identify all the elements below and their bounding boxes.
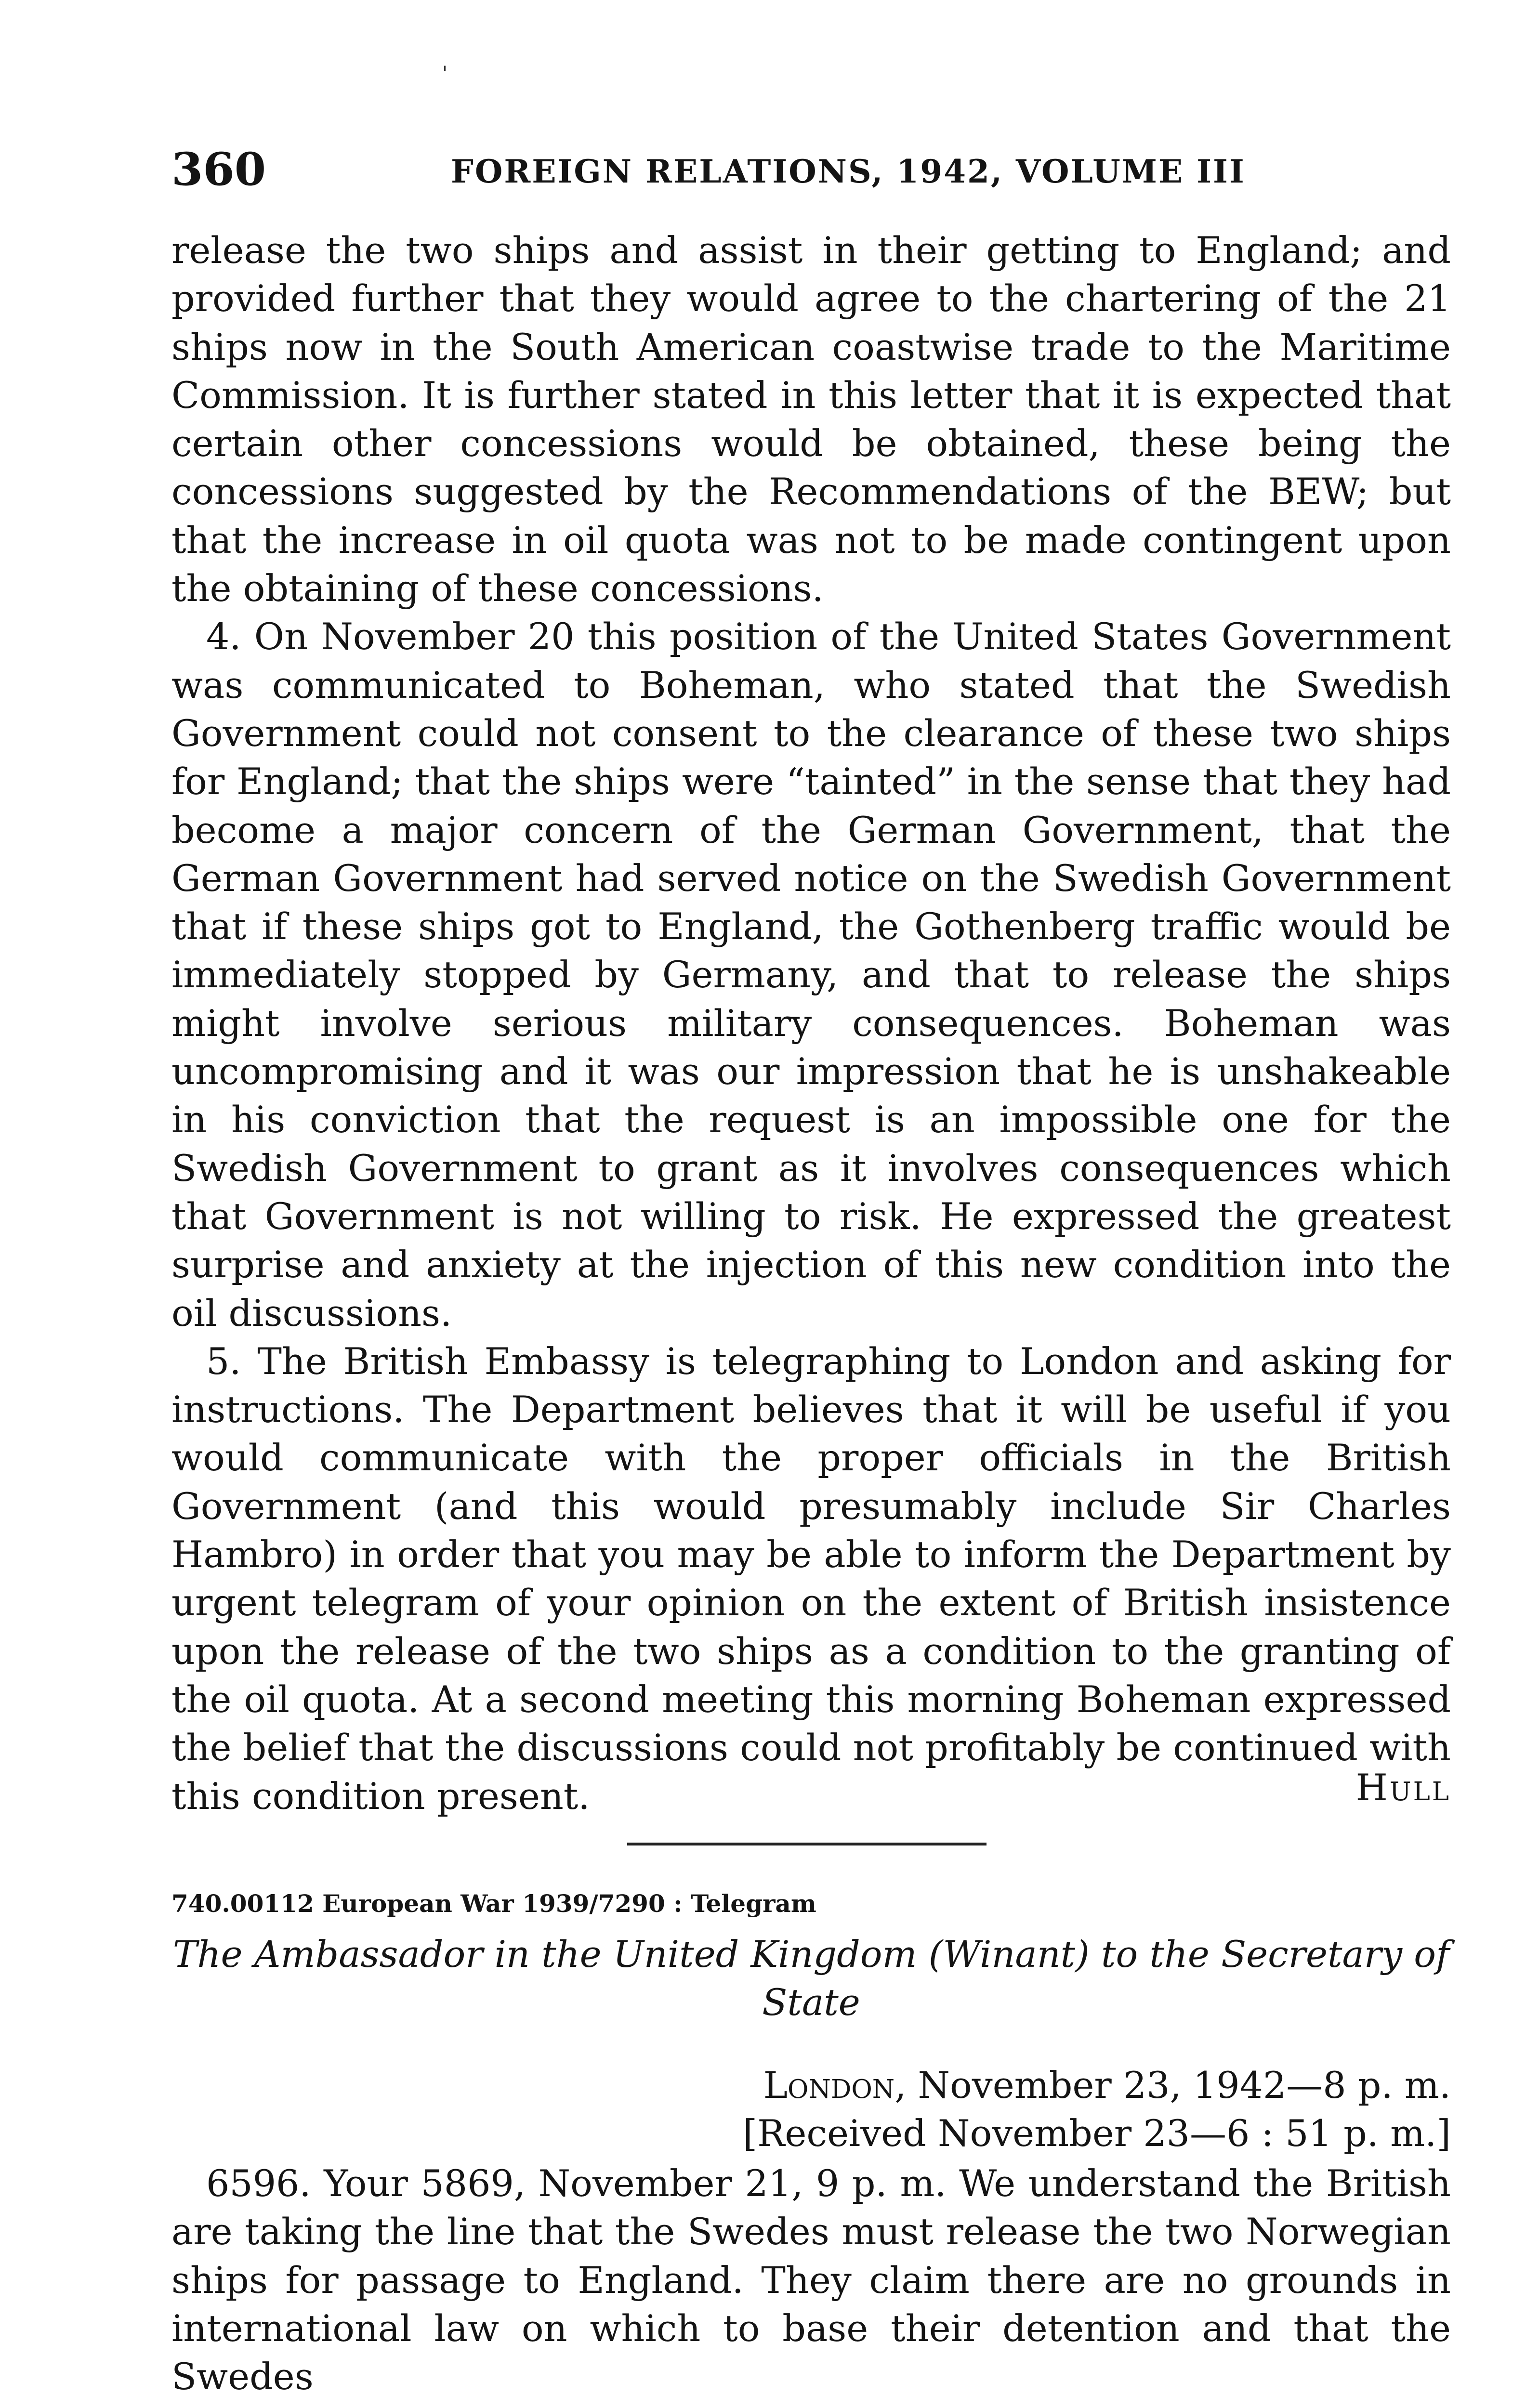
running-title: FOREIGN RELATIONS, 1942, VOLUME III <box>451 153 1246 190</box>
dateline <box>743 2061 1451 2158</box>
telegram-body-continued <box>171 226 1451 1820</box>
received-line: [Received November 23—6 : 51 p. m.] <box>743 2112 1451 2155</box>
stray-mark: ' <box>442 63 447 85</box>
document-heading: The Ambassador in the United Kingdom (Winant) to the Secretary of State <box>172 1933 1450 2024</box>
paragraph-continuation: release the two ships and assist in their getting to England; and provided further that they would agree to the chartering of the 21 ships now in the South American coastwise trade to the Maritime Commission. It is further stated in this letter that it is expected that certain other concessions would be obtained, these being the concessions suggested by the Recommendations of the BEW; but that the increase in oil quota was not to be made contingent upon the obtaining of these concessions. <box>171 229 1451 610</box>
running-head <box>171 141 1451 198</box>
signature: Hull <box>1355 1766 1451 1809</box>
telegram-body <box>171 2159 1451 2401</box>
dateline-date: , November 23, 1942—8 p. m. <box>895 2064 1451 2107</box>
sent-line <box>743 2061 1451 2109</box>
paragraph-5: 5. The British Embassy is telegraphing to London and asking for instructions. The Department believes that it will be useful if you would communicate with the proper officials in the British Government (and this would presumably include Sir Charles Hambro) in order that you may be able to inform the Department by urgent telegram of your opinion on the extent of British insistence upon the release of the two ships as a condition to the granting of the oil quota. At a second meeting this morning Boheman expressed the belief that the discussions could not profitably be continued with this condition present. <box>171 1339 1451 1818</box>
paragraph-4: 4. On November 20 this position of the United States Government was communicated to Boheman, who stated that the Swedish Government could not consent to the clearance of these two ships for England; that the ships were “tainted” in the sense that they had become a major concern of the German Government, that the German Government had served notice on the Swedish Government that if these ships got to England, the Gothenberg traffic would be immediately stopped by Germany, and that to release the ships might involve serious military consequences. Boheman was uncompromising and it was our impression that he is unshakeable in his conviction that the request is an impossible one for the Swedish Government to grant as it involves consequences which that Government is not willing to risk. He expressed the greatest surprise and anxiety at the injection of this new condition into the oil discussions. <box>171 615 1451 1335</box>
dateline-place: London <box>763 2064 895 2107</box>
paragraph-6596: 6596. Your 5869, November 21, 9 p. m. We understand the British are taking the line that the Swedes must release the two Norwegian ships for passage to England. They claim there are no grounds in international law on which to base their detention and that the Swedes <box>171 2162 1451 2398</box>
section-divider <box>627 1843 987 1845</box>
page-number: 360 <box>171 143 266 196</box>
file-reference: 740.00112 European War 1939/7290 : Telegram <box>171 1889 816 1918</box>
